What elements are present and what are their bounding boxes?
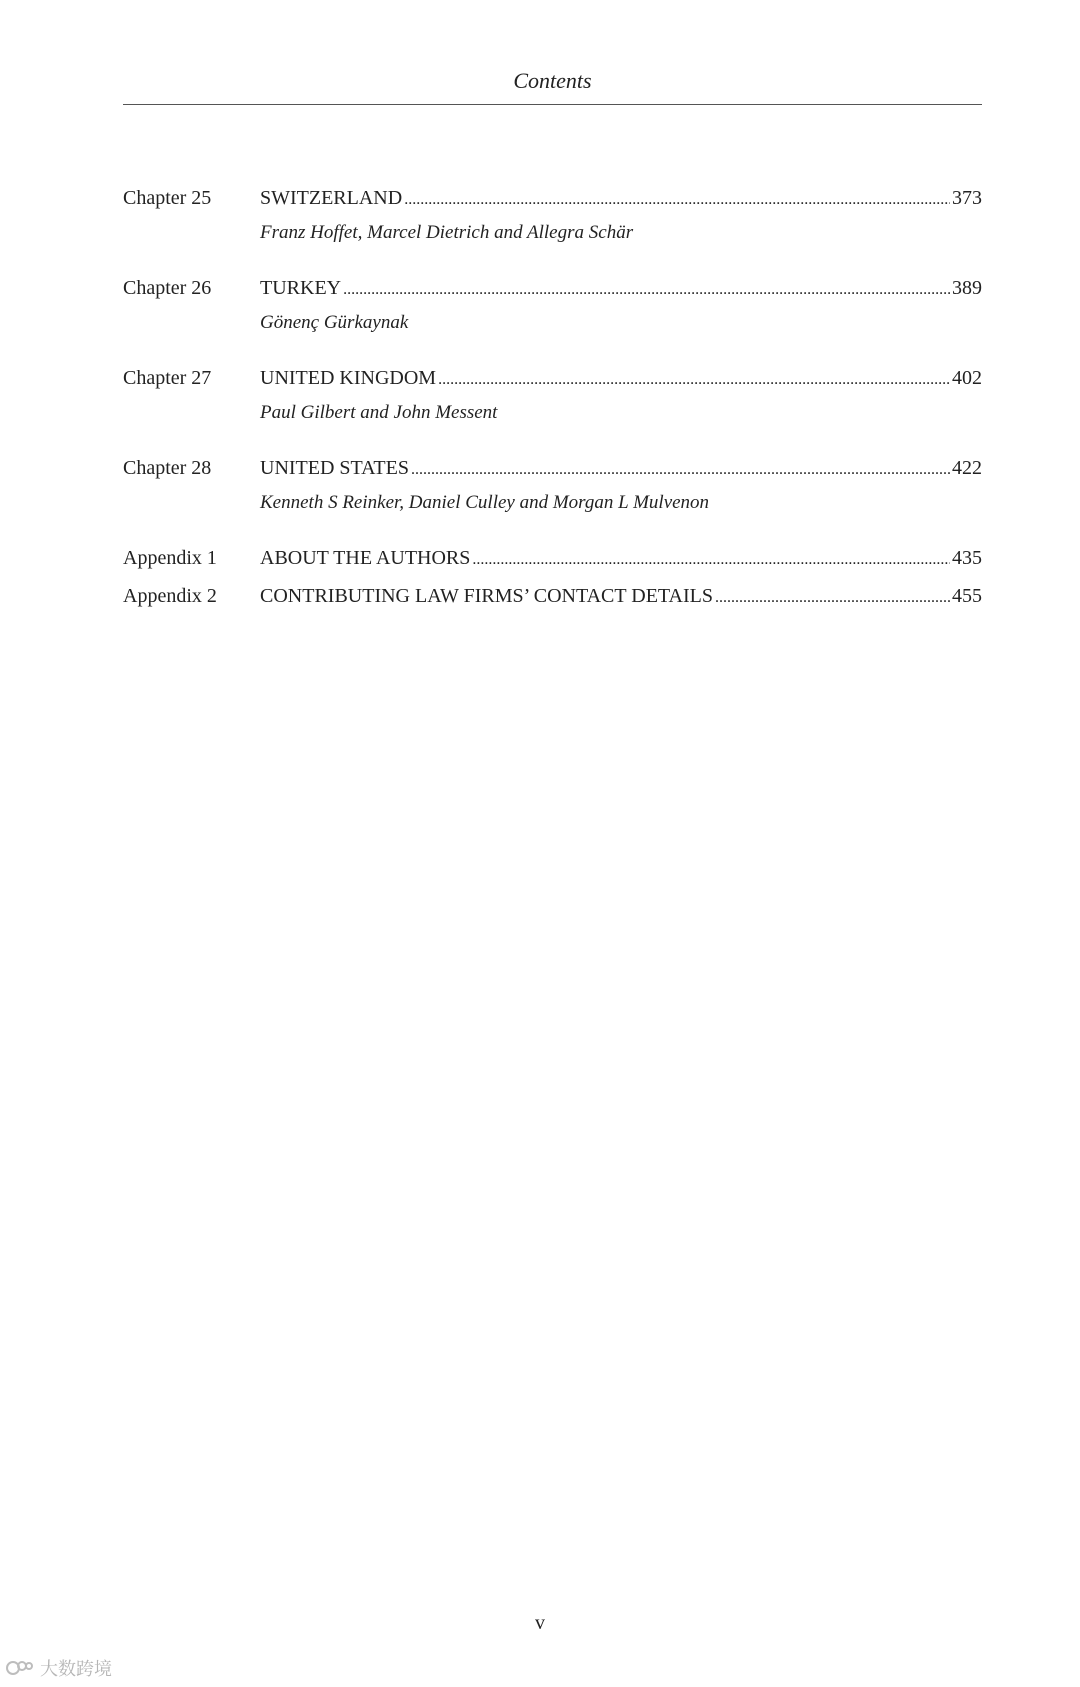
toc-entry-title[interactable]: UNITED KINGDOM — [260, 367, 437, 389]
toc-entry-page: 435 — [952, 547, 982, 569]
dot-leader — [411, 455, 950, 483]
running-head — [123, 64, 982, 105]
toc-entry-page: 373 — [952, 187, 982, 209]
toc-entry-authors: Franz Hoffet, Marcel Dietrich and Allegra Schär — [260, 222, 634, 243]
toc-entry-authors: Gönenç Gürkaynak — [260, 312, 409, 333]
toc-entry-title[interactable]: SWITZERLAND — [260, 187, 403, 209]
toc-entry-authors: Paul Gilbert and John Messent — [260, 402, 498, 423]
toc-entry-appendix-1[interactable] — [123, 545, 982, 571]
dot-leader — [715, 583, 950, 611]
dot-leader — [404, 185, 950, 213]
watermark-logo-icon — [6, 1658, 34, 1678]
toc-entry-title[interactable]: CONTRIBUTING LAW FIRMS’ CONTACT DETAILS — [260, 585, 713, 607]
watermark — [6, 1655, 112, 1681]
watermark-text: 大数跨境 — [40, 1659, 112, 1680]
toc-entry-label: Chapter 25 — [123, 187, 212, 209]
dot-leader — [343, 275, 950, 303]
toc-entry-label: Chapter 27 — [123, 367, 212, 389]
dot-leader — [438, 365, 950, 393]
page-number: v — [535, 1612, 545, 1634]
toc-entry-authors: Kenneth S Reinker, Daniel Culley and Morgan L Mulvenon — [260, 492, 710, 513]
toc-entry-chapter-28[interactable] — [123, 455, 982, 515]
toc-entry-title[interactable]: ABOUT THE AUTHORS — [260, 547, 471, 569]
toc-entry-page: 402 — [952, 367, 982, 389]
toc-entry-label: Appendix 1 — [123, 547, 217, 569]
toc-entry-label: Appendix 2 — [123, 585, 217, 607]
toc-entry-label: Chapter 26 — [123, 277, 212, 299]
toc-entry-page: 455 — [952, 585, 982, 607]
toc-entry-appendix-2[interactable] — [123, 583, 982, 609]
toc-entry-title[interactable]: TURKEY — [260, 277, 342, 299]
toc-entry-chapter-27[interactable] — [123, 365, 982, 425]
dot-leader — [472, 545, 950, 573]
toc-entry-page: 422 — [952, 457, 982, 479]
table-of-contents — [123, 185, 982, 621]
toc-entry-title[interactable]: UNITED STATES — [260, 457, 409, 479]
toc-entry-label: Chapter 28 — [123, 457, 212, 479]
toc-entry-page: 389 — [952, 277, 982, 299]
toc-entry-chapter-25[interactable] — [123, 185, 982, 245]
running-head-title: Contents — [513, 68, 592, 93]
toc-entry-chapter-26[interactable] — [123, 275, 982, 335]
